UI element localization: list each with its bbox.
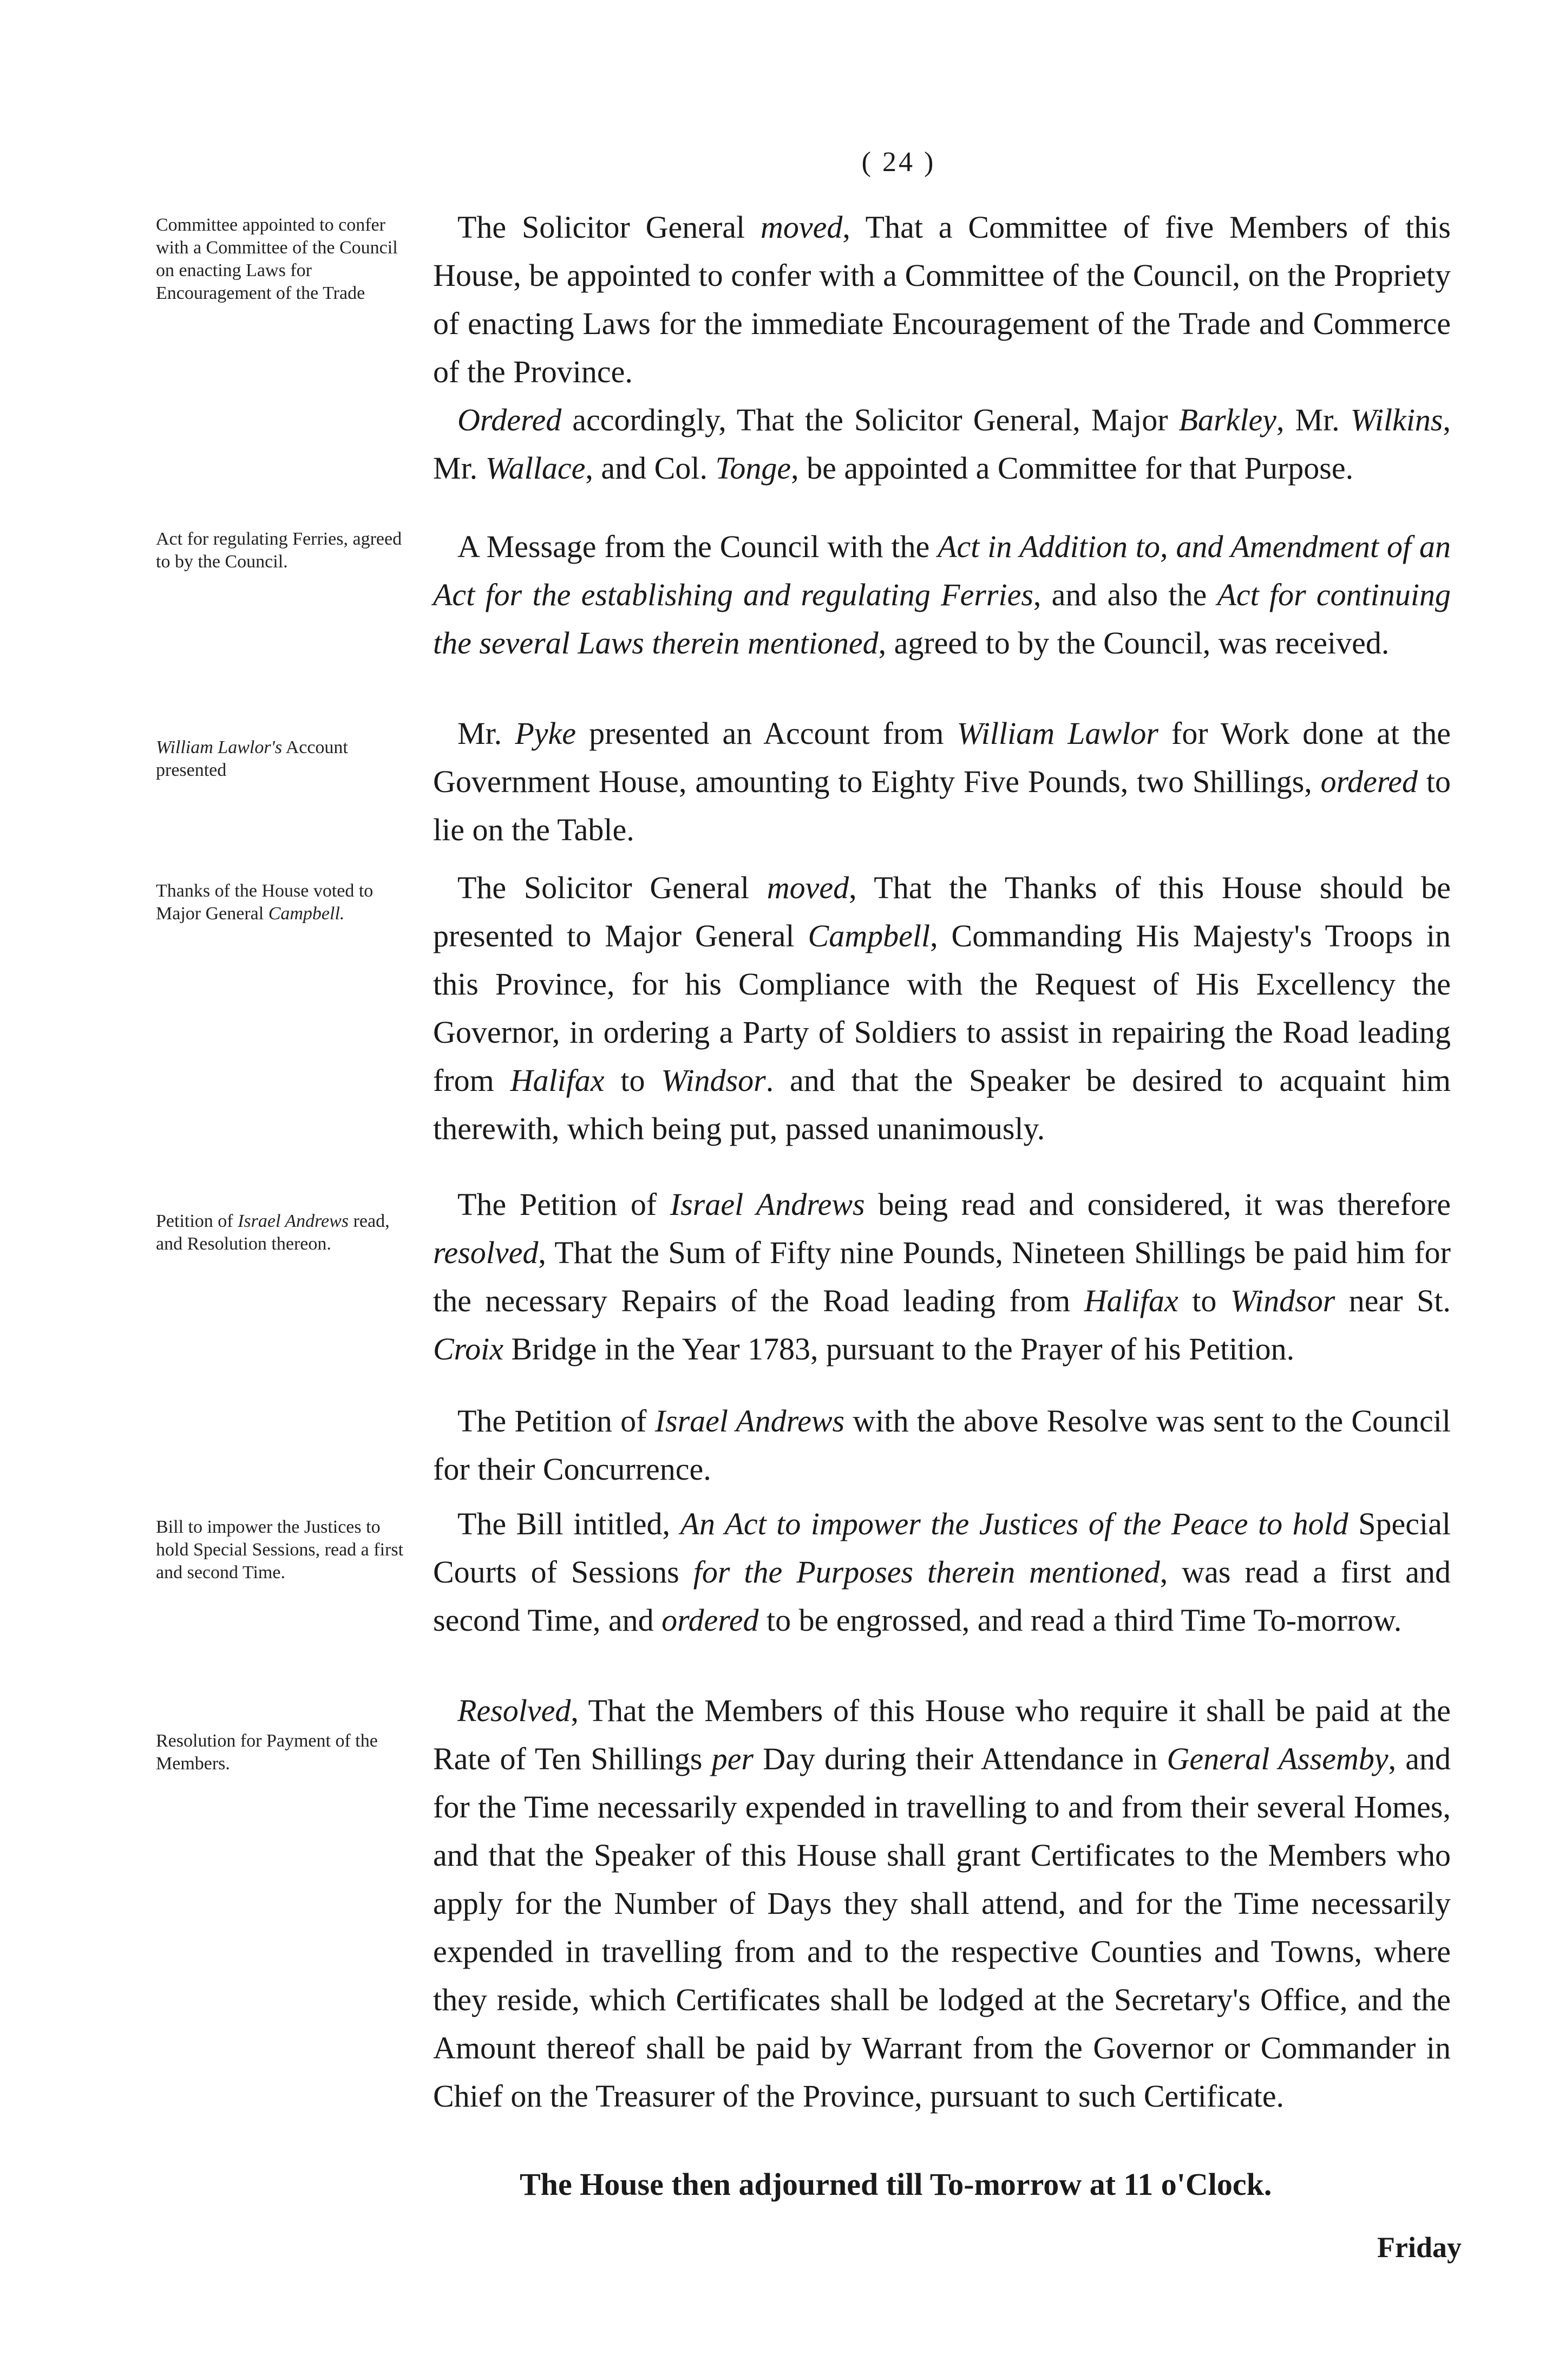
margin-note-italic: Israel Andrews: [238, 1211, 349, 1231]
margin-note-italic: William Lawlor's: [156, 737, 283, 757]
margin-note-italic: Campbell.: [268, 904, 345, 924]
margin-note-text: Thanks of the House voted to Major General: [156, 881, 374, 924]
margin-note-petition: [156, 1210, 410, 1256]
margin-note-text: Act for regulating Ferries, agreed to by the Council.: [156, 529, 402, 572]
margin-note-text: Resolution for Payment of the Members.: [156, 1731, 378, 1774]
margin-note-text-2: read, and Resolution thereon.: [156, 1211, 390, 1254]
paragraph-petition-sent: The Petition of Israel Andrews with the above Resolve was sent to the Council for their Concurrence.: [433, 1403, 1451, 1487]
paragraph-ferries-message: A Message from the Council with the Act in Addition to, and Amendment of an Act for the establishing and regulating Ferries, and also the Act for continuing the several Laws therein mentioned, agreed to by the Council, was received.: [433, 529, 1451, 661]
paragraph-lawlor-account: Mr. Pyke presented an Account from William Lawlor for Work done at the Government House, amounting to Eighty Five Pounds, two Shillings, ordered to lie on the Table.: [433, 716, 1451, 847]
paragraph-committee: The Solicitor General moved, That a Committee of five Members of this House, be appointed to confer with a Committee of the Council, on the Propriety of enacting Laws for the immediate Encouragement of the Trade and Commerce of the Province.: [433, 210, 1451, 389]
paragraph-bill-justices: The Bill intitled, An Act to impower the Justices of the Peace to hold Special Courts of Sessions for the Purposes therein mentioned, was read a first and second Time, and ordered to be engrossed, and read a third Time To-morrow.: [433, 1506, 1451, 1638]
margin-note-thanks: [156, 880, 410, 925]
margin-note-committee: [156, 214, 410, 305]
margin-note-text: Petition of: [156, 1211, 233, 1231]
margin-note-text: Bill to impower the Justices to hold Special Sessions, read a first and second Time.: [156, 1517, 404, 1583]
margin-note-bill: [156, 1516, 410, 1584]
paragraph-ordered: Ordered accordingly, That the Solicitor General, Major Barkley, Mr. Wilkins, Mr. Wallace, and Col. Tonge, be appointed a Committee for that Purpose.: [433, 402, 1451, 486]
page-number: ( 24 ): [861, 147, 936, 178]
catchword: Friday: [1377, 2231, 1462, 2264]
margin-note-lawlor: [156, 736, 410, 782]
margin-note-text: Account presented: [156, 737, 348, 780]
paragraph-thanks-campbell: The Solicitor General moved, That the Thanks of this House should be presented to Major General Campbell, Commanding His Majesty's Troops in this Province, for his Compliance with the Request of His Excellency the Governor, in ordering a Party of Soldiers to assist in repairing the Road leading from Halifax to Windsor. and that the Speaker be desired to acquaint him therewith, which being put, passed unanimously.: [433, 870, 1451, 1146]
margin-note-payment: [156, 1730, 410, 1775]
paragraph-petition-andrews: The Petition of Israel Andrews being read and considered, it was therefore resolved, That the Sum of Fifty nine Pounds, Nineteen Shillings be paid him for the necessary Repairs of the Road leading from Halifax to Windsor near St. Croix Bridge in the Year 1783, pursuant to the Prayer of his Petition.: [433, 1187, 1451, 1366]
margin-note-text: Committee appointed to confer with a Committee of the Council on enacting Laws for Encouragement of the Trade: [156, 215, 398, 303]
margin-note-ferries: [156, 528, 410, 573]
paragraph-resolved-payment: Resolved, That the Members of this House who require it shall be paid at the Rate of Ten Shillings per Day during their Attendance in General Assemby, and for the Time necessarily expended in travelling to and from their several Homes, and that the Speaker of this House shall grant Certificates to the Members who apply for the Number of Days they shall attend, and for the Time necessarily expended in travelling from and to the respective Counties and Towns, where they reside, which Certificates shall be lodged at the Secretary's Office, and the Amount thereof shall be paid by Warrant from the Governor or Commander in Chief on the Treasurer of the Province, pursuant to such Certificate.: [433, 1693, 1451, 2114]
adjournment-line: The House then adjourned till To-morrow at 11 o'Clock.: [520, 2167, 1272, 2202]
